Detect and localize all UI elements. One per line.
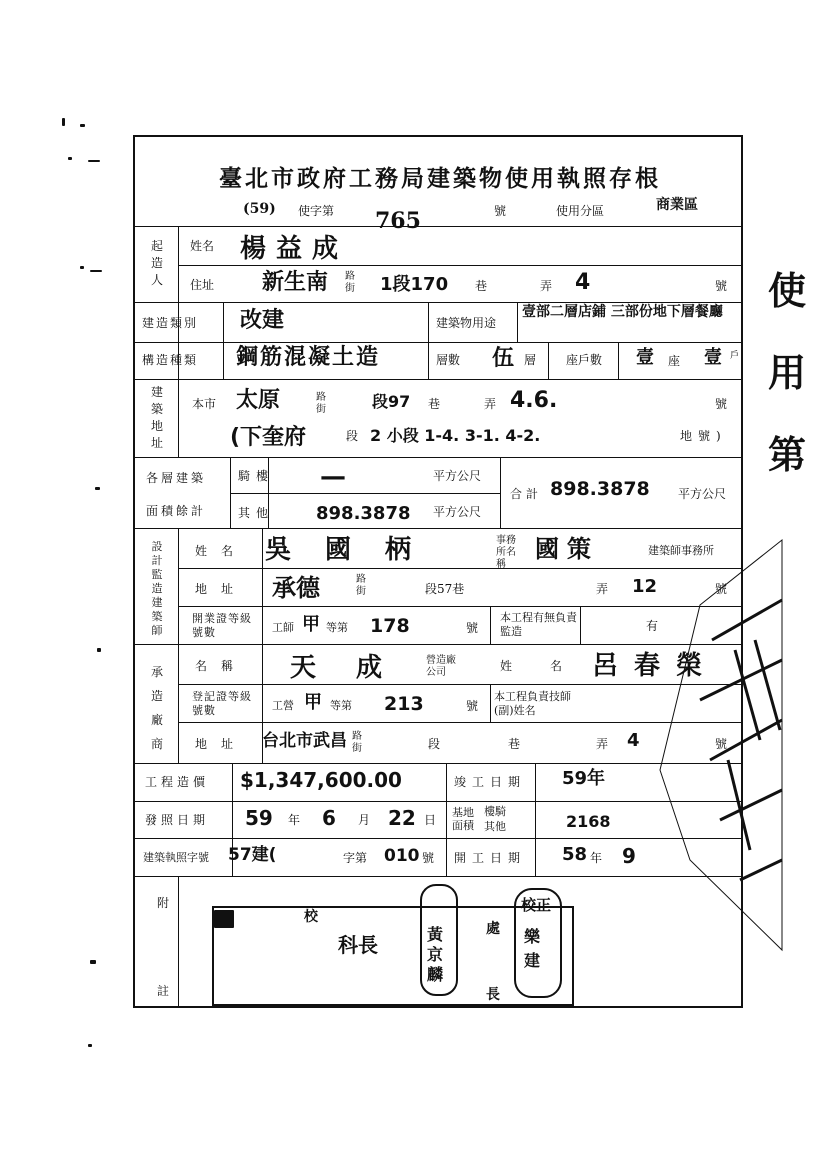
contractor-reg-prefix: 工營 — [272, 699, 294, 712]
contractor-alley-label: 弄 — [596, 737, 609, 751]
contractor-number-label: 號 — [715, 737, 728, 751]
permit-word: 字第 — [343, 851, 368, 865]
architect-license-value: 178 — [370, 615, 410, 637]
area-label-top: 各層建築 — [146, 471, 207, 485]
supervisor-value: 有 — [646, 619, 659, 633]
supervisor-label: 本工程有無負責監造 — [500, 611, 577, 638]
cost-label: 工程造價 — [145, 775, 210, 789]
stamp-right: 校正 — [521, 896, 552, 914]
site-city-label: 本市 — [192, 397, 217, 411]
other-area-unit: 平方公尺 — [433, 505, 482, 519]
architect-address-value: 承德 — [272, 574, 320, 602]
applicant-section-label: 起造人 — [150, 239, 163, 287]
site-land-number-label: 地號) — [680, 429, 727, 443]
contractor-person-value: 呂春榮 — [592, 651, 719, 681]
floors-value: 伍 — [492, 346, 515, 371]
permit-suffix: 號 — [422, 851, 435, 865]
permit-label: 建築執照字號 — [143, 851, 209, 864]
architect-name-label: 姓名 — [195, 544, 248, 558]
total-area-value: 898.3878 — [550, 478, 650, 500]
applicant-number-label: 號 — [715, 279, 728, 293]
architect-lane-label: 段57巷 — [425, 582, 465, 596]
contractor-address-value: 台北市武昌 — [262, 731, 347, 751]
site-section-value: 段97 — [372, 392, 411, 411]
architect-name-value: 吳國柄 — [265, 535, 446, 565]
architect-alley-label: 弄 — [596, 582, 609, 596]
arcade-unit: 平方公尺 — [433, 469, 482, 483]
completion-value: 59年 — [562, 768, 606, 789]
issue-year-unit: 年 — [288, 813, 301, 827]
issue-month: 6 — [322, 806, 336, 830]
applicant-road: 新生南 — [262, 270, 329, 295]
zoning-value: 商業區 — [656, 197, 698, 213]
contractor-road-label: 路街 — [352, 731, 362, 754]
architect-office-value: 國策 — [535, 535, 599, 563]
other-area-value: 898.3878 — [316, 503, 411, 524]
total-area-label: 合計 — [510, 487, 543, 501]
site-number-value: 4.6. — [510, 388, 558, 413]
year-prefix: (59) — [243, 201, 276, 217]
base-sub2: 其他 — [484, 820, 506, 833]
contractor-address-label: 地址 — [195, 737, 248, 751]
site-district-value: (下奎府 — [230, 425, 307, 450]
base-sub1: 樓騎 — [484, 805, 506, 818]
applicant-lane-label: 巷 — [475, 279, 488, 293]
remarks-label-top: 附 — [157, 896, 170, 910]
cost-value: $1,347,600.00 — [240, 768, 402, 792]
architect-license-label: 開業證等級號數 — [192, 612, 252, 639]
construction-type-label: 建造類別 — [142, 316, 199, 330]
construction-type-value: 改建 — [240, 308, 285, 333]
contractor-section-label: 承造廠商 — [150, 665, 163, 751]
architect-license-prefix: 工師 — [272, 621, 294, 634]
floors-label: 層數 — [436, 353, 461, 367]
household-unit: 戶 — [730, 351, 740, 361]
site-alley-label: 弄 — [484, 397, 497, 411]
floors-unit: 層 — [524, 353, 537, 367]
building-unit: 座 — [668, 354, 681, 368]
households-value: 壹 — [636, 347, 654, 368]
building-use-label: 建築物用途 — [436, 316, 497, 330]
contractor-person-label: 姓名 — [500, 659, 601, 673]
architect-section-label: 設計監造建築師 — [151, 540, 163, 637]
site-road-value: 太原 — [236, 388, 281, 413]
license-number: 765 — [375, 208, 421, 234]
issue-day-unit: 日 — [424, 813, 437, 827]
architect-office-suffix: 建築師事務所 — [648, 544, 714, 557]
contractor-name-value: 天成 — [290, 653, 423, 683]
contractor-firm-type: 營造廠公司 — [426, 655, 456, 678]
contractor-name-label: 名稱 — [195, 659, 248, 673]
issue-day: 22 — [388, 806, 416, 830]
site-subsection-value: 2 小段 1-4. 3-1. 4-2. — [370, 426, 541, 445]
issue-date-label: 發照日期 — [145, 813, 210, 827]
permit-number: 010 — [384, 846, 420, 866]
remarks-label-bottom: 註 — [157, 984, 170, 998]
structure-value: 鋼筋混凝土造 — [236, 345, 381, 370]
site-road-label: 路街 — [316, 392, 326, 415]
number-suffix: 號 — [494, 204, 507, 218]
contractor-number-value: 4 — [627, 730, 640, 751]
architect-address-label: 地址 — [195, 582, 248, 596]
start-date-label: 開工日期 — [454, 851, 527, 865]
start-month: 9 — [622, 844, 636, 868]
stamp-signature: 科長 — [338, 933, 378, 957]
zoning-label: 使用分區 — [556, 204, 605, 218]
arcade-label: 騎樓 — [238, 469, 275, 483]
contractor-tech-label: 本工程負責技師(副)姓名 — [494, 690, 571, 717]
applicant-alley: 4 — [575, 270, 591, 295]
building-use-value: 壹部二層店鋪 三部份地下層餐廳 — [522, 304, 723, 320]
architect-license-suffix: 號 — [466, 621, 479, 635]
architect-number-label: 號 — [715, 582, 728, 596]
stamp-name: 黃京麟 — [427, 925, 444, 984]
architect-license-grade: 甲 — [302, 614, 320, 635]
license-word: 使字第 — [298, 204, 335, 218]
households-label: 座戶數 — [566, 353, 603, 367]
arcade-value: — — [320, 462, 346, 492]
contractor-reg-value: 213 — [384, 693, 424, 715]
applicant-alley-label: 弄 — [540, 279, 553, 293]
contractor-reg-grade: 甲 — [304, 692, 322, 713]
total-area-unit: 平方公尺 — [678, 487, 727, 501]
area-label-bottom: 面積餘計 — [146, 504, 207, 518]
base-area-label: 基地面積 — [452, 806, 474, 832]
start-year: 58 — [562, 844, 588, 865]
start-year-unit: 年 — [590, 851, 603, 865]
site-district-section-label: 段 — [346, 429, 359, 443]
contractor-reg-suffix: 號 — [466, 699, 479, 713]
households-value-2: 壹 — [704, 347, 722, 368]
site-number-label: 號 — [715, 397, 728, 411]
structure-label: 構造種類 — [142, 353, 199, 367]
site-lane-label: 巷 — [428, 397, 441, 411]
architect-license-word: 等第 — [326, 621, 348, 634]
applicant-address-label: 住址 — [190, 278, 215, 292]
base-area-value: 2168 — [566, 812, 611, 831]
other-area-label: 其他 — [238, 506, 275, 520]
architect-office-label: 事務所名稱 — [496, 535, 516, 570]
contractor-reg-word: 等第 — [330, 699, 352, 712]
stamp-proof: 校 — [304, 909, 318, 925]
contractor-section-label2: 段 — [428, 737, 441, 751]
architect-alley-value: 12 — [632, 576, 658, 597]
contractor-lane-label: 巷 — [508, 737, 521, 751]
completion-label: 竣工日期 — [454, 775, 527, 789]
architect-road-label: 路街 — [356, 574, 366, 597]
issue-year: 59 — [245, 806, 273, 830]
applicant-section: 1段170 — [380, 274, 449, 295]
permit-value: 57建( — [228, 845, 277, 865]
contractor-reg-label: 登記證等級號數 — [192, 690, 252, 717]
site-section-label: 建築地址 — [150, 385, 163, 450]
applicant-name-value: 楊益成 — [240, 234, 349, 264]
margin-text: 使用第 — [768, 268, 807, 477]
page-title: 臺北市政府工務局建築物使用執照存根 — [219, 165, 661, 192]
applicant-road-label: 路街 — [345, 271, 355, 294]
stamp-right-name: 樂建 — [524, 927, 541, 970]
issue-month-unit: 月 — [358, 813, 371, 827]
stamp-director: 處長 — [486, 921, 500, 1003]
applicant-name-label: 姓名 — [190, 239, 215, 253]
